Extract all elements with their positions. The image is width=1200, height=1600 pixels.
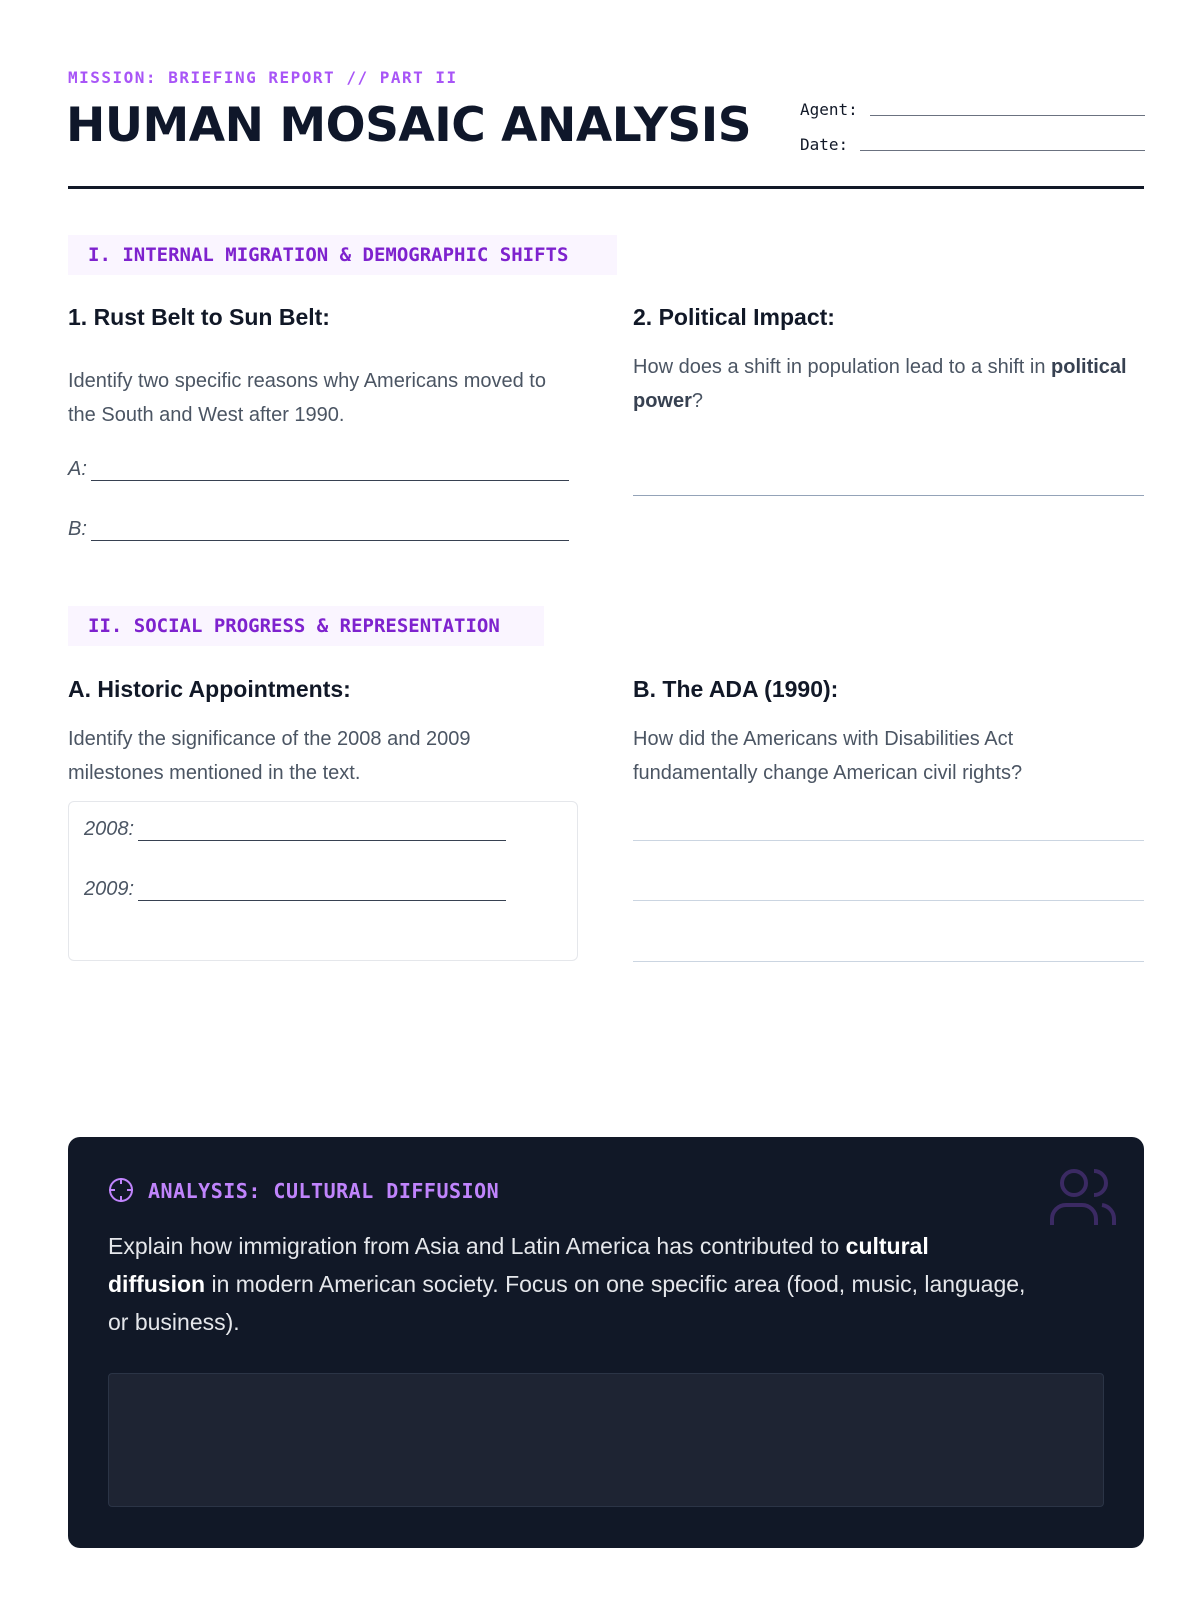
answer-a-field[interactable] <box>68 458 569 481</box>
agent-blank[interactable] <box>870 100 1145 116</box>
answer-a-blank[interactable] <box>91 461 569 481</box>
date-blank[interactable] <box>860 135 1145 151</box>
question-b-answer-line-1[interactable] <box>633 840 1144 841</box>
crosshair-icon <box>108 1177 134 1203</box>
question-b-answer-line-3[interactable] <box>633 961 1144 962</box>
users-icon <box>1050 1167 1116 1227</box>
date-label: Date: <box>800 135 849 154</box>
answer-a-label: A: <box>68 458 87 480</box>
analysis-card <box>68 1137 1144 1548</box>
answer-b-label: B: <box>68 518 87 540</box>
answer-2008-blank[interactable] <box>138 821 506 841</box>
answer-2008-label: 2008: <box>84 818 135 840</box>
question-2-heading: 2. Political Impact: <box>633 304 835 330</box>
analysis-answer-box[interactable] <box>108 1373 1104 1507</box>
analysis-prompt: Explain how immigration from Asia and Latin America has contributed to cultural diffusion in modern American society. Focus on one specific area (food, music, language, or business). <box>108 1233 1026 1335</box>
agent-field[interactable] <box>800 100 1145 119</box>
answer-2008-field[interactable] <box>84 818 506 841</box>
question-b-text: How did the Americans with Disabilities Act fundamentally change American civil rights? <box>633 728 1023 784</box>
date-field[interactable] <box>800 135 1145 154</box>
question-2-answer-line[interactable] <box>633 495 1144 496</box>
answer-2009-field[interactable] <box>84 878 506 901</box>
header-divider <box>68 186 1144 189</box>
section-2-tag: II. SOCIAL PROGRESS & REPRESENTATION <box>68 606 544 646</box>
page-title: HUMAN MOSAIC ANALYSIS <box>66 98 752 153</box>
section-1-tag: I. INTERNAL MIGRATION & DEMOGRAPHIC SHIFTS <box>68 235 617 275</box>
question-2-text: How does a shift in population lead to a shift in political power? <box>633 356 1127 412</box>
agent-label: Agent: <box>800 100 858 119</box>
question-a-heading: A. Historic Appointments: <box>68 676 351 702</box>
question-b-heading: B. The ADA (1990): <box>633 676 839 702</box>
question-b-answer-line-2[interactable] <box>633 900 1144 901</box>
question-a-text: Identify the significance of the 2008 and 2009 milestones mentioned in the text. <box>68 728 471 784</box>
answer-b-blank[interactable] <box>91 521 569 541</box>
milestones-answer-box <box>68 801 578 961</box>
question-1-text: Identify two specific reasons why Americans moved to the South and West after 1990. <box>68 370 546 426</box>
question-1-heading: 1. Rust Belt to Sun Belt: <box>68 304 330 330</box>
answer-2009-blank[interactable] <box>138 881 506 901</box>
answer-b-field[interactable] <box>68 518 569 541</box>
analysis-label: ANALYSIS: CULTURAL DIFFUSION <box>148 1179 500 1203</box>
mission-kicker: MISSION: BRIEFING REPORT // PART II <box>68 68 458 87</box>
answer-2009-label: 2009: <box>84 878 135 900</box>
